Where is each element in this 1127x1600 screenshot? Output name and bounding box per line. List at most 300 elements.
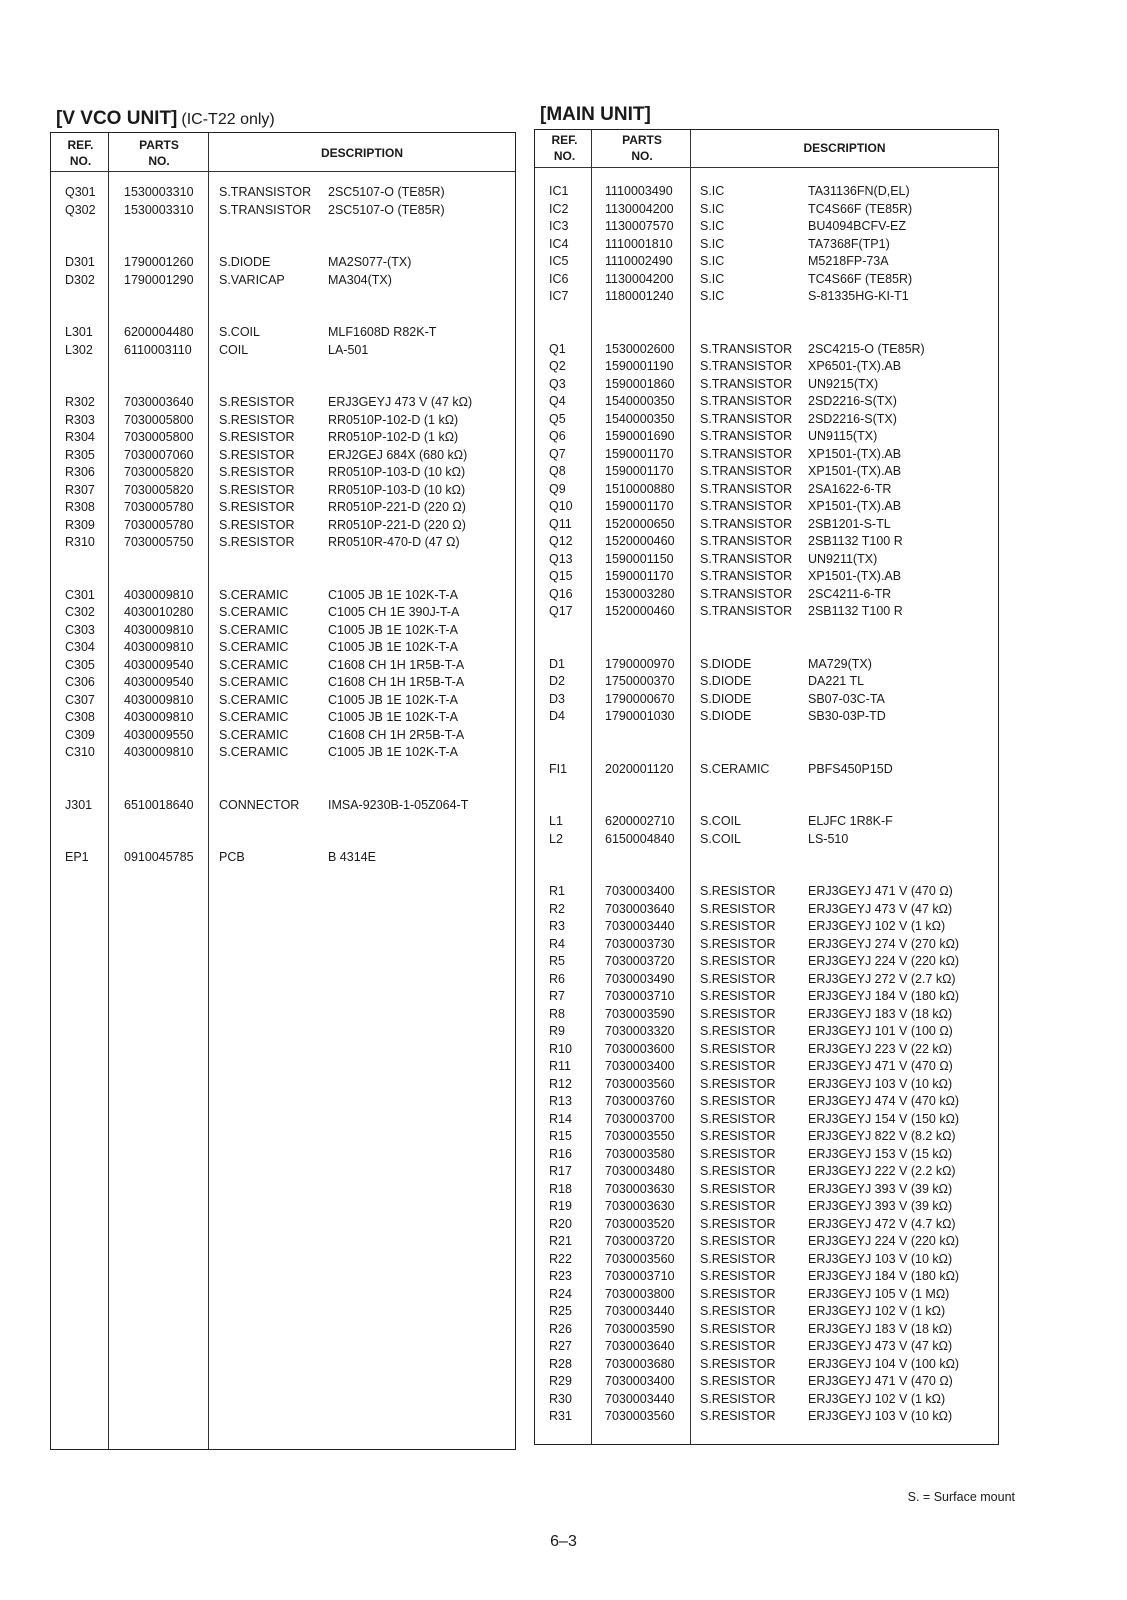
header-parts-no: PARTS NO. (139, 138, 179, 168)
part-spec-cell: ERJ3GEYJ 222 V (2.2 kΩ) (808, 1164, 956, 1178)
part-spec-cell: ERJ3GEYJ 474 V (470 kΩ) (808, 1094, 960, 1108)
part-type-cell: S.RESISTOR (219, 412, 295, 427)
part-number-cell: 7030003400 (605, 1374, 675, 1388)
part-number-cell: 1590001860 (605, 376, 675, 391)
part-type-cell: S.TRANSISTOR (700, 446, 793, 461)
table-row (51, 691, 515, 709)
table-row (535, 410, 998, 428)
ref-cell: Q15 (549, 569, 573, 583)
table-row (51, 621, 515, 639)
part-spec-cell: TC4S66F (TE85R) (808, 271, 913, 286)
ref-cell: C307 (65, 692, 95, 707)
table-row (51, 796, 515, 814)
part-type-cell: S.RESISTOR (700, 1146, 776, 1161)
part-number-cell: 7030003640 (605, 1339, 675, 1353)
part-spec-cell: XP1501-(TX).AB (808, 569, 902, 583)
table-row (535, 882, 998, 900)
part-spec-cell: ELJFC 1R8K-F (808, 814, 893, 828)
part-number-cell: 4030009810 (124, 640, 194, 654)
ref-cell: Q6 (549, 429, 566, 443)
part-type-cell: S.TRANSISTOR (219, 185, 312, 199)
ref-cell: R302 (65, 395, 95, 409)
ref-cell: Q17 (549, 604, 573, 618)
part-type-cell: S.TRANSISTOR (700, 376, 793, 391)
part-type-cell: S.RESISTOR (700, 1251, 776, 1266)
ref-cell: IC4 (549, 236, 569, 251)
part-spec-cell: C1005 JB 1E 102K-T-A (328, 692, 458, 707)
ref-cell: R12 (549, 1076, 572, 1091)
ref-cell: R27 (549, 1339, 572, 1353)
table-row (535, 1355, 998, 1373)
part-spec-cell: TA31136FN(D,EL) (808, 184, 910, 198)
part-spec-cell: ERJ3GEYJ 472 V (4.7 kΩ) (808, 1216, 956, 1231)
part-type-cell: S.TRANSISTOR (700, 516, 793, 531)
header-description: DESCRIPTION (320, 146, 403, 160)
ref-cell: R304 (65, 430, 95, 444)
part-type-cell: S.CERAMIC (219, 605, 289, 619)
vco-unit-title-text: [V VCO UNIT] (56, 108, 178, 129)
table-row (535, 1337, 998, 1355)
part-number-cell: 7030005780 (124, 517, 194, 532)
part-spec-cell: 2SC5107-O (TE85R) (328, 202, 445, 217)
table-row (535, 672, 998, 690)
ref-cell: D2 (549, 674, 565, 688)
part-spec-cell: ERJ3GEYJ 102 V (1 kΩ) (808, 919, 946, 933)
part-number-cell: 7030005820 (124, 482, 194, 497)
table-row (535, 462, 998, 480)
part-type-cell: S.CERAMIC (219, 675, 289, 689)
part-number-cell: 4030009550 (124, 727, 194, 742)
ref-cell: R15 (549, 1129, 572, 1143)
table-row (535, 252, 998, 270)
ref-cell: Q8 (549, 464, 566, 478)
part-type-cell: S.CERAMIC (219, 587, 289, 602)
table-row (51, 743, 515, 761)
ref-cell: Q16 (549, 586, 573, 601)
ref-cell: R31 (549, 1409, 572, 1423)
part-number-cell: 4030009810 (124, 745, 194, 759)
ref-cell: R305 (65, 447, 95, 462)
part-spec-cell: ERJ3GEYJ 224 V (220 kΩ) (808, 1234, 960, 1248)
part-spec-cell: UN9115(TX) (808, 429, 878, 443)
table-row (535, 987, 998, 1005)
part-spec-cell: C1005 JB 1E 102K-T-A (328, 745, 458, 759)
part-number-cell: 1520000460 (605, 534, 675, 548)
main-unit-title-text: [MAIN UNIT] (540, 104, 651, 125)
part-spec-cell: RR0510P-102-D (1 kΩ) (328, 430, 459, 444)
header-ref-no: REF. NO. (67, 138, 94, 168)
part-spec-cell: LA-501 (328, 342, 369, 357)
part-number-cell: 4030009810 (124, 710, 194, 724)
part-spec-cell: ERJ3GEYJ 105 V (1 MΩ) (808, 1286, 950, 1301)
part-spec-cell: ERJ3GEYJ 102 V (1 kΩ) (808, 1391, 946, 1406)
part-number-cell: 7030003710 (605, 989, 675, 1003)
part-spec-cell: C1005 JB 1E 102K-T-A (328, 622, 458, 637)
part-type-cell: S.COIL (700, 831, 741, 846)
ref-cell: R9 (549, 1024, 565, 1038)
ref-cell: R1 (549, 884, 565, 898)
part-number-cell: 7030003560 (605, 1251, 675, 1266)
table-row (51, 183, 515, 201)
part-number-cell: 7030003630 (605, 1181, 675, 1196)
part-spec-cell: 2SC4215-O (TE85R) (808, 341, 925, 356)
part-number-cell: 7030003710 (605, 1269, 675, 1283)
ref-cell: Q1 (549, 341, 566, 356)
table-row (535, 427, 998, 445)
part-number-cell: 4030009540 (124, 657, 194, 672)
table-row (51, 201, 515, 219)
ref-cell: R5 (549, 954, 565, 968)
part-spec-cell: ERJ3GEYJ 224 V (220 kΩ) (808, 954, 960, 968)
part-number-cell: 0910045785 (124, 850, 194, 864)
table-row (535, 235, 998, 253)
part-type-cell: S.TRANSISTOR (700, 499, 793, 513)
part-number-cell: 1790000670 (605, 691, 675, 706)
part-spec-cell: ERJ3GEYJ 471 V (470 Ω) (808, 1374, 953, 1388)
table-row (535, 550, 998, 568)
part-type-cell: S.RESISTOR (700, 884, 776, 898)
ref-cell: R29 (549, 1374, 572, 1388)
table-row (535, 1110, 998, 1128)
part-spec-cell: C1608 CH 1H 2R5B-T-A (328, 727, 465, 742)
part-type-cell: S.IC (700, 254, 725, 268)
part-type-cell: S.DIODE (700, 691, 752, 706)
part-type-cell: S.RESISTOR (219, 482, 295, 497)
part-spec-cell: ERJ3GEYJ 103 V (10 kΩ) (808, 1251, 953, 1266)
ref-cell: IC7 (549, 289, 569, 303)
header-description: DESCRIPTION (803, 141, 886, 155)
part-number-cell: 4030009810 (124, 622, 194, 637)
part-spec-cell: ERJ3GEYJ 393 V (39 kΩ) (808, 1181, 953, 1196)
part-spec-cell: UN9211(TX) (808, 551, 878, 566)
part-type-cell: COIL (219, 342, 249, 357)
part-spec-cell: ERJ2GEJ 684X (680 kΩ) (328, 447, 468, 462)
part-type-cell: S.RESISTOR (700, 1391, 776, 1406)
part-spec-cell: C1005 JB 1E 102K-T-A (328, 640, 458, 654)
ref-cell: C301 (65, 587, 95, 602)
table-row (51, 516, 515, 534)
part-type-cell: S.DIODE (700, 656, 752, 671)
table-row (535, 357, 998, 375)
part-type-cell: S.TRANSISTOR (700, 551, 793, 566)
part-type-cell: S.RESISTOR (700, 1164, 776, 1178)
ref-cell: R16 (549, 1146, 572, 1161)
ref-cell: C304 (65, 640, 95, 654)
ref-cell: R303 (65, 412, 95, 427)
part-type-cell: CONNECTOR (219, 797, 300, 812)
part-spec-cell: XP6501-(TX).AB (808, 359, 902, 373)
part-number-cell: 4030009540 (124, 675, 194, 689)
table-row (51, 411, 515, 429)
part-number-cell: 6510018640 (124, 797, 194, 812)
part-spec-cell: ERJ3GEYJ 103 V (10 kΩ) (808, 1076, 953, 1091)
part-number-cell: 7030003590 (605, 1006, 675, 1021)
part-type-cell: S.IC (700, 271, 725, 286)
table-row (535, 655, 998, 673)
ref-cell: C303 (65, 622, 95, 637)
ref-cell: L2 (549, 831, 563, 846)
part-number-cell: 7030003700 (605, 1111, 675, 1126)
ref-cell: R310 (65, 535, 95, 549)
part-spec-cell: ERJ3GEYJ 223 V (22 kΩ) (808, 1041, 953, 1056)
part-spec-cell: C1608 CH 1H 1R5B-T-A (328, 657, 465, 672)
ref-cell: FI1 (549, 761, 568, 776)
part-type-cell: S.CERAMIC (219, 692, 289, 707)
ref-cell: R14 (549, 1111, 572, 1126)
ref-cell: Q12 (549, 534, 573, 548)
ref-cell: R21 (549, 1234, 572, 1248)
table-row (535, 182, 998, 200)
part-type-cell: PCB (219, 850, 245, 864)
table-row (535, 690, 998, 708)
ref-cell: L301 (65, 325, 93, 339)
part-number-cell: 4030010280 (124, 605, 194, 619)
ref-cell: C306 (65, 675, 95, 689)
part-spec-cell: MA2S077-(TX) (328, 255, 412, 269)
table-row (535, 1250, 998, 1268)
part-number-cell: 1750000370 (605, 674, 675, 688)
ref-cell: R7 (549, 989, 565, 1003)
part-number-cell: 7030003640 (605, 901, 675, 916)
part-spec-cell: ERJ3GEYJ 154 V (150 kΩ) (808, 1111, 960, 1126)
ref-cell: Q9 (549, 481, 566, 496)
part-type-cell: S.CERAMIC (219, 622, 289, 637)
vco-unit-title (56, 108, 275, 130)
part-spec-cell: ERJ3GEYJ 102 V (1 kΩ) (808, 1304, 946, 1318)
ref-cell: R23 (549, 1269, 572, 1283)
part-type-cell: S.RESISTOR (700, 989, 776, 1003)
part-type-cell: S.DIODE (219, 255, 271, 269)
main-unit-parts-table (534, 129, 999, 1445)
part-spec-cell: C1005 CH 1E 390J-T-A (328, 605, 460, 619)
part-number-cell: 1590001150 (605, 551, 674, 566)
part-type-cell: S.RESISTOR (700, 1059, 776, 1073)
part-number-cell: 1530003280 (605, 586, 675, 601)
part-spec-cell: ERJ3GEYJ 274 V (270 kΩ) (808, 936, 960, 951)
ref-cell: C302 (65, 605, 95, 619)
part-number-cell: 1590001170 (605, 569, 674, 583)
part-spec-cell: XP1501-(TX).AB (808, 464, 902, 478)
part-type-cell: S.RESISTOR (700, 971, 776, 986)
part-number-cell: 7030005820 (124, 465, 194, 479)
ref-cell: R6 (549, 971, 565, 986)
part-number-cell: 1590001170 (605, 499, 674, 513)
table-row (535, 200, 998, 218)
ref-cell: R309 (65, 517, 95, 532)
ref-cell: D302 (65, 272, 95, 287)
part-spec-cell: ERJ3GEYJ 103 V (10 kΩ) (808, 1409, 953, 1423)
part-number-cell: 1520000650 (605, 516, 675, 531)
part-number-cell: 1110001810 (605, 236, 673, 251)
part-spec-cell: TC4S66F (TE85R) (808, 201, 913, 216)
part-spec-cell: RR0510P-103-D (10 kΩ) (328, 482, 466, 497)
part-type-cell: S.RESISTOR (219, 535, 295, 549)
part-number-cell: 4030009810 (124, 587, 194, 602)
part-spec-cell: SB07-03C-TA (808, 691, 885, 706)
ref-cell: R30 (549, 1391, 572, 1406)
part-spec-cell: MLF1608D R82K-T (328, 325, 437, 339)
part-spec-cell: XP1501-(TX).AB (808, 499, 902, 513)
ref-cell: C308 (65, 710, 95, 724)
table-row (535, 760, 998, 778)
ref-cell: C310 (65, 745, 95, 759)
part-number-cell: 7030003730 (605, 936, 675, 951)
table-row (535, 567, 998, 585)
table-row (51, 533, 515, 551)
part-number-cell: 1110003490 (605, 184, 673, 198)
part-number-cell: 6200002710 (605, 814, 675, 828)
table-row (51, 726, 515, 744)
ref-cell: Q13 (549, 551, 573, 566)
header-ref-no: REF. NO. (551, 133, 578, 163)
part-type-cell: S.CERAMIC (219, 745, 289, 759)
part-type-cell: S.TRANSISTOR (700, 464, 793, 478)
part-type-cell: S.COIL (219, 325, 260, 339)
table-row (51, 341, 515, 359)
table-row (535, 900, 998, 918)
ref-cell: Q3 (549, 376, 566, 391)
part-number-cell: 6150004840 (605, 831, 675, 846)
ref-cell: C309 (65, 727, 95, 742)
part-number-cell: 1790001290 (124, 272, 194, 287)
part-number-cell: 1530002600 (605, 341, 675, 356)
part-spec-cell: RR0510P-221-D (220 Ω) (328, 517, 466, 532)
table-row (535, 585, 998, 603)
part-spec-cell: ERJ3GEYJ 471 V (470 Ω) (808, 884, 953, 898)
part-spec-cell: 2SB1201-S-TL (808, 516, 891, 531)
table-row (535, 1197, 998, 1215)
vco-unit-subtitle: (IC-T22 only) (181, 111, 275, 128)
table-row (535, 602, 998, 620)
part-type-cell: S.IC (700, 201, 725, 216)
table-row (535, 497, 998, 515)
part-type-cell: S.TRANSISTOR (700, 586, 793, 601)
part-spec-cell: C1005 JB 1E 102K-T-A (328, 587, 458, 602)
part-spec-cell: 2SD2216-S(TX) (808, 394, 897, 408)
part-number-cell: 7030003640 (124, 395, 194, 409)
part-number-cell: 7030003480 (605, 1164, 675, 1178)
part-spec-cell: ERJ3GEYJ 473 V (47 kΩ) (808, 1339, 953, 1353)
part-type-cell: S.COIL (700, 814, 741, 828)
part-type-cell: S.RESISTOR (219, 465, 295, 479)
part-type-cell: S.RESISTOR (700, 1094, 776, 1108)
part-spec-cell: RR0510P-102-D (1 kΩ) (328, 412, 459, 427)
ref-cell: J301 (65, 797, 93, 812)
part-spec-cell: SB30-03P-TD (808, 709, 886, 723)
ref-cell: L1 (549, 814, 563, 828)
ref-cell: R306 (65, 465, 95, 479)
part-spec-cell: C1608 CH 1H 1R5B-T-A (328, 675, 465, 689)
table-row (535, 1302, 998, 1320)
table-row (535, 707, 998, 725)
part-type-cell: S.RESISTOR (700, 1321, 776, 1336)
part-spec-cell: 2SA1622-6-TR (808, 481, 892, 496)
table-row (535, 392, 998, 410)
table-row (535, 445, 998, 463)
part-number-cell: 4030009810 (124, 692, 194, 707)
part-number-cell: 1590001170 (605, 464, 674, 478)
part-type-cell: S.RESISTOR (700, 1024, 776, 1038)
table-row (535, 1162, 998, 1180)
part-type-cell: S.DIODE (700, 674, 752, 688)
ref-cell: R24 (549, 1286, 572, 1301)
table-row (535, 952, 998, 970)
ref-cell: R26 (549, 1321, 572, 1336)
table-row (51, 708, 515, 726)
vco-unit-parts-table (50, 132, 516, 1450)
part-number-cell: 7030003400 (605, 1059, 675, 1073)
table-row (51, 586, 515, 604)
part-type-cell: S.RESISTOR (700, 901, 776, 916)
ref-cell: IC3 (549, 219, 569, 233)
part-type-cell: S.RESISTOR (700, 1129, 776, 1143)
part-type-cell: S.RESISTOR (700, 1304, 776, 1318)
table-row (535, 1180, 998, 1198)
header-divider (51, 171, 515, 172)
header-parts-no: PARTS NO. (622, 133, 662, 163)
table-row (535, 935, 998, 953)
ref-cell: D3 (549, 691, 565, 706)
ref-cell: Q301 (65, 185, 96, 199)
part-spec-cell: BU4094BCFV-EZ (808, 219, 906, 233)
part-number-cell: 7030003400 (605, 884, 675, 898)
part-type-cell: S.IC (700, 219, 725, 233)
table-row (535, 1267, 998, 1285)
part-number-cell: 1510000880 (605, 481, 675, 496)
part-number-cell: 7030003760 (605, 1094, 675, 1108)
ref-cell: Q10 (549, 499, 573, 513)
part-number-cell: 7030005780 (124, 500, 194, 514)
table-row (535, 1390, 998, 1408)
table-row (535, 1232, 998, 1250)
table-row (51, 603, 515, 621)
table-row (535, 375, 998, 393)
part-number-cell: 7030003800 (605, 1286, 675, 1301)
part-spec-cell: ERJ3GEYJ 473 V (47 kΩ) (808, 901, 953, 916)
ref-cell: R10 (549, 1041, 572, 1056)
part-number-cell: 7030003720 (605, 1234, 675, 1248)
part-spec-cell: 2SB1132 T100 R (808, 604, 903, 618)
part-number-cell: 7030005800 (124, 430, 194, 444)
table-row (535, 515, 998, 533)
table-row (51, 463, 515, 481)
part-spec-cell: S-81335HG-KI-T1 (808, 289, 909, 303)
part-number-cell: 7030003550 (605, 1129, 675, 1143)
table-row (535, 1092, 998, 1110)
ref-cell: IC1 (549, 184, 569, 198)
part-type-cell: S.IC (700, 236, 725, 251)
main-unit-title (540, 104, 651, 126)
part-spec-cell: 2SC4211-6-TR (808, 586, 892, 601)
part-spec-cell: MA304(TX) (328, 272, 392, 287)
part-spec-cell: IMSA-9230B-1-05Z064-T (328, 797, 469, 812)
table-row (51, 848, 515, 866)
ref-cell: R11 (549, 1059, 572, 1073)
part-number-cell: 1130004200 (605, 201, 674, 216)
part-type-cell: S.IC (700, 184, 725, 198)
table-row (535, 217, 998, 235)
part-type-cell: S.RESISTOR (700, 1216, 776, 1231)
table-row (51, 638, 515, 656)
part-spec-cell: RR0510P-103-D (10 kΩ) (328, 465, 466, 479)
ref-cell: R19 (549, 1199, 572, 1213)
part-type-cell: S.CERAMIC (219, 657, 289, 672)
part-number-cell: 1130007570 (605, 219, 674, 233)
ref-cell: R13 (549, 1094, 572, 1108)
ref-cell: R18 (549, 1181, 572, 1196)
ref-cell: D301 (65, 255, 95, 269)
ref-cell: R307 (65, 482, 95, 497)
